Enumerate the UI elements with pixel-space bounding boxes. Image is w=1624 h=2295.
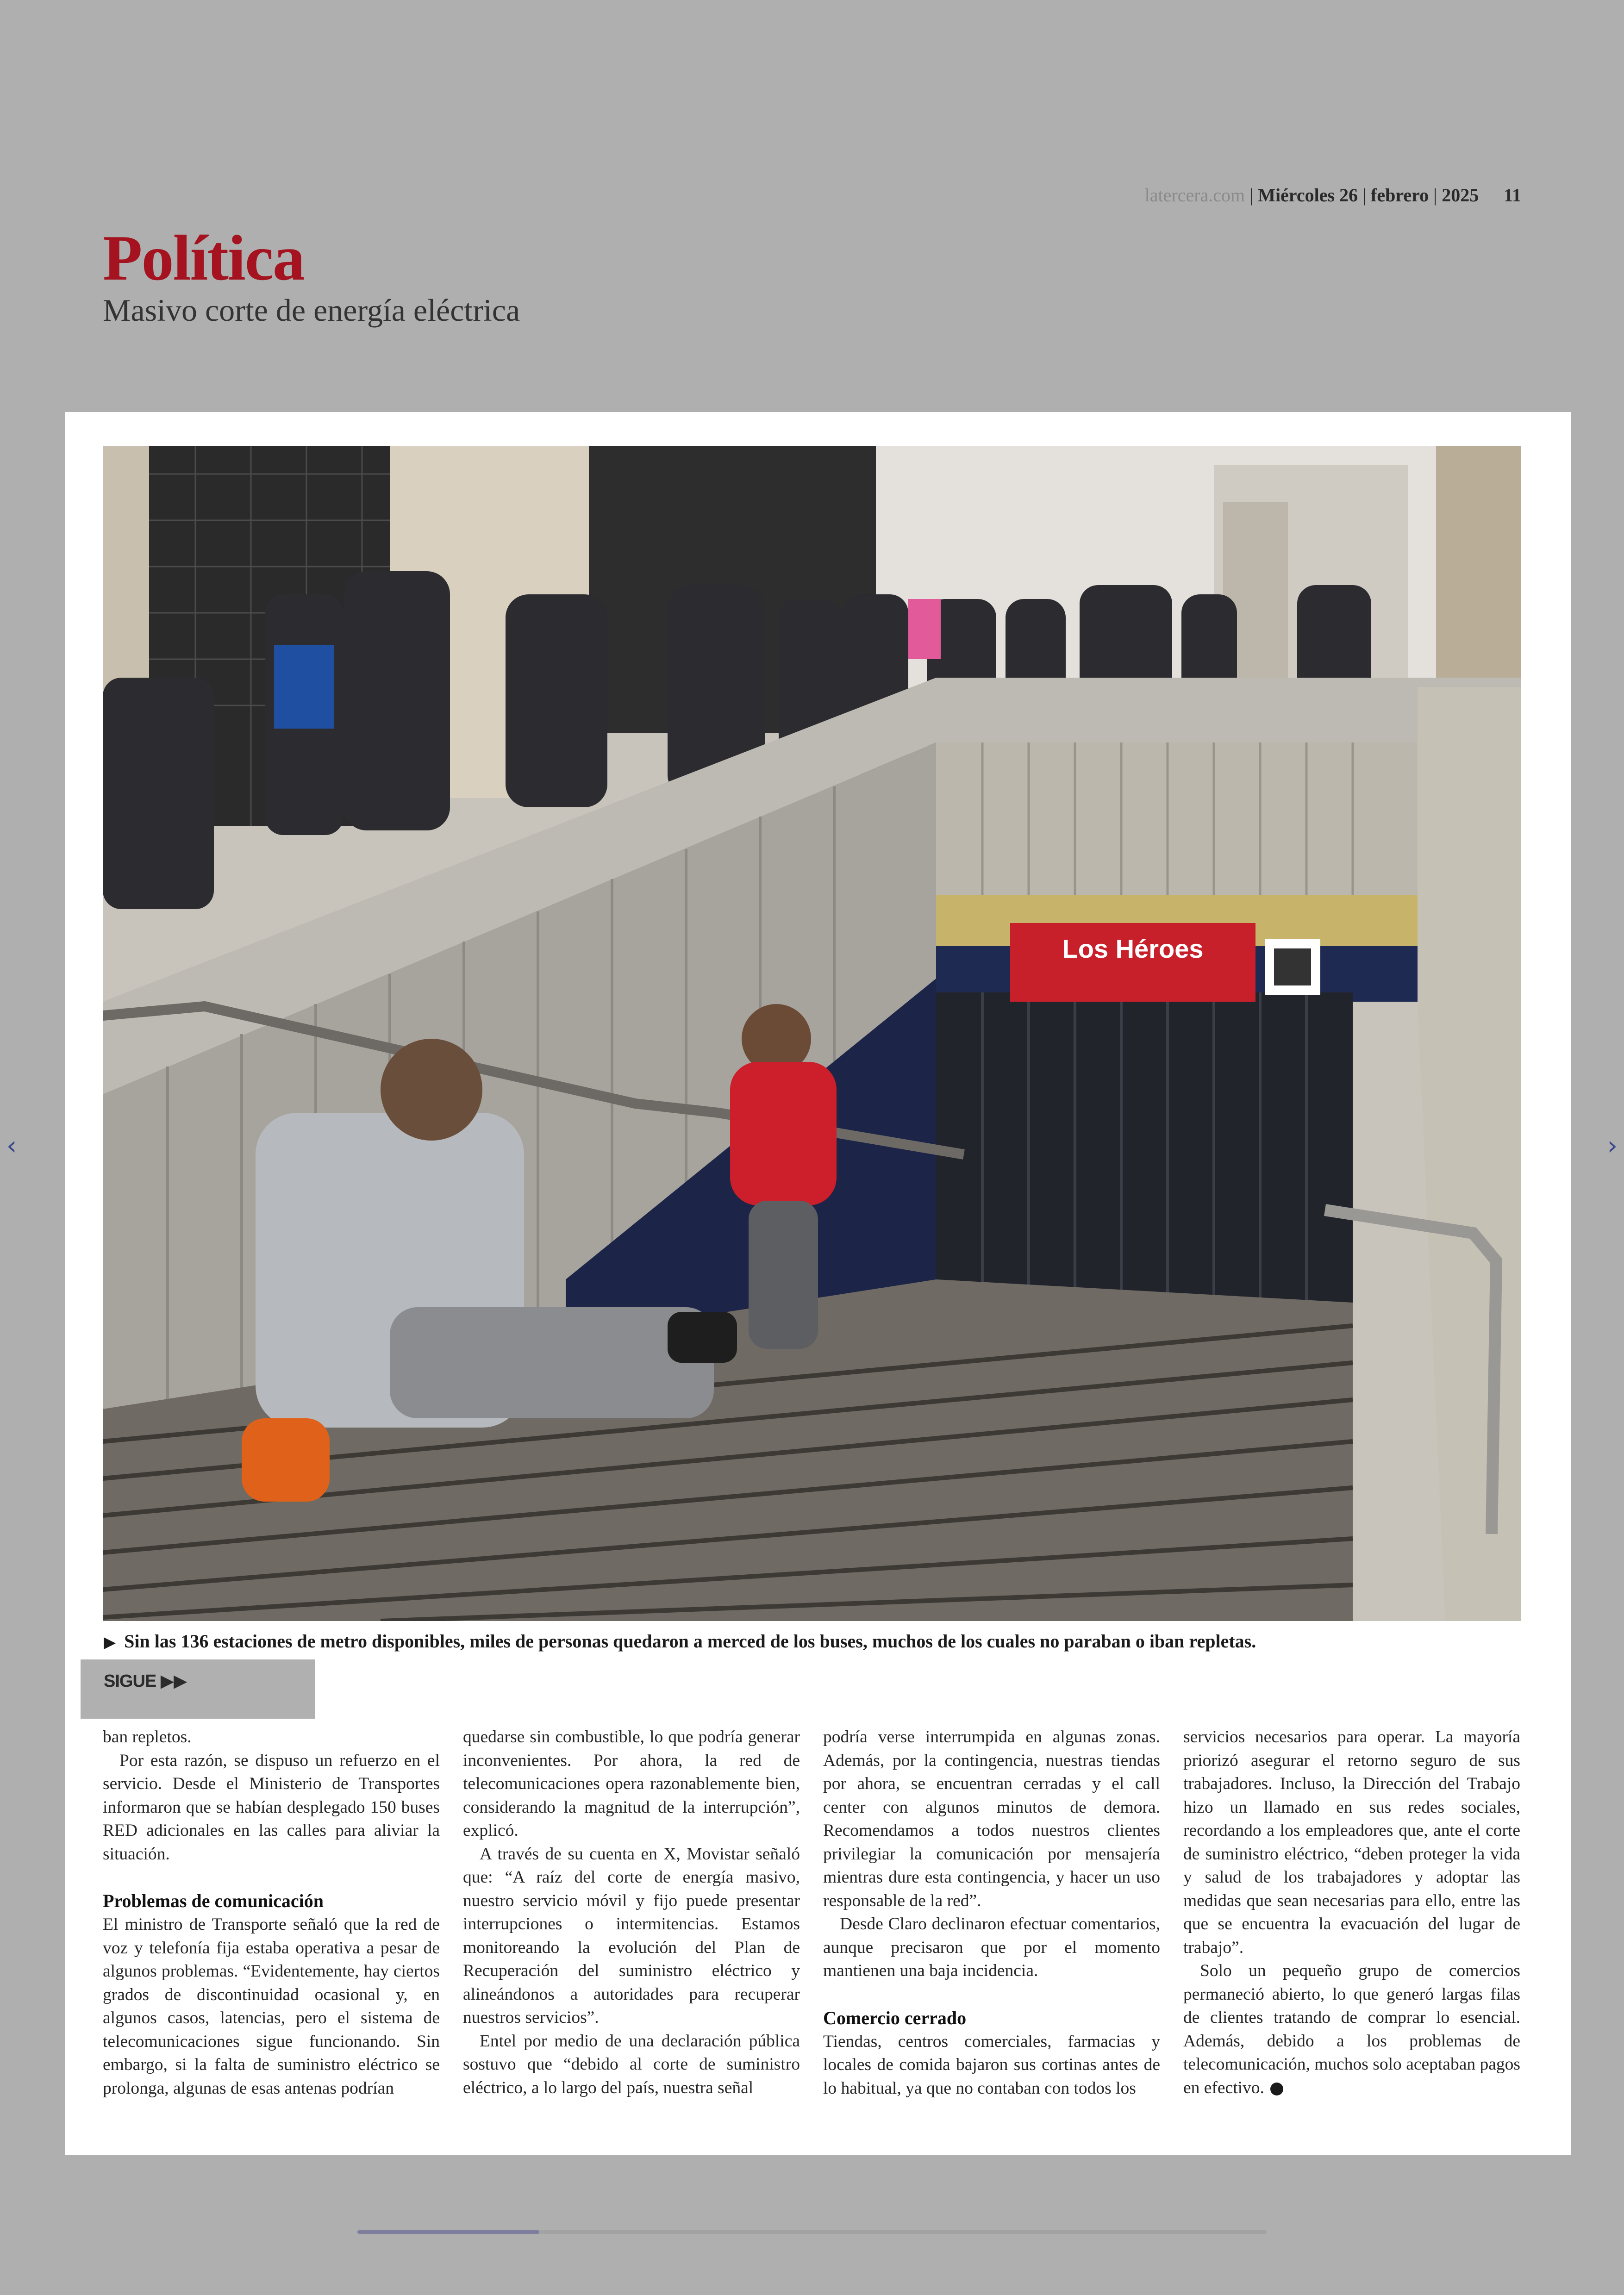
page-header [0,0,1624,407]
issue-line: latercera.com | Miércoles 26 | febrero | 2025 11 [1144,185,1521,206]
article-column-4 [1183,1726,1520,2100]
chevron-right-icon[interactable]: › [1607,1131,1618,1161]
page-sheet [65,412,1571,2155]
caption-text: Sin las 136 estaciones de metro disponibles, miles de personas quedaron a merced de los buses, muchos de los cuales no paraban o iban repletas. [124,1631,1256,1652]
issue-month: febrero [1371,185,1429,206]
article-column-1 [103,1726,440,2100]
station-sign-text: Los Héroes [1062,934,1204,963]
metro-entrance-photo [103,446,1521,1621]
subheading: Comercio cerrado [823,2007,967,2028]
paragraph: A través de su cuenta en X, Movistar señaló que: “A raíz del corte de energía masivo, nuestro servicio móvil y fijo puede presentar interrupciones o intermitencias. Estamos monitoreando la evolución del Plan de Recuperación del suministro eléctrico y alineándonos a autoridades para recuperar nuestros servicios”. [463,1844,800,2027]
paragraph: servicios necesarios para operar. La mayoría priorizó asegurar el retorno seguro de sus trabajadores. Incluso, la Dirección del Trabajo hizo un llamado en sus redes sociales, recordando a los empleadores que, ante el corte de suministro eléctrico, “deben proteger la vida y salud de los trabajadores y adoptar las medidas que sean necesarias para ello, entre las que se encuentra la evacuación del lugar de trabajo”. [1183,1727,1520,1957]
issue-date: Miércoles 26 [1258,185,1358,206]
paragraph: podría verse interrumpida en algunas zonas. Además, por la contingencia, nuestras tiendas por ahora, se encuentran cerradas y el call center con algunos minutos de demora. Recomendamos a todos nuestros clientes privilegiar la comunicación por mensajería mientras dure esta contingencia, y hacer un uso responsable de la red”. [823,1727,1160,1910]
paragraph-text: Solo un pequeño grupo de comercios permaneció abierto, lo que generó largas filas de clientes tratando de comprar lo esencial. Además, debido a los problemas de telecomunicación, muchos solo aceptaban pagos en efectivo. [1183,1961,1520,2097]
paragraph: ban repletos. [103,1727,192,1746]
page-progress-fill [357,2230,539,2234]
continues-label: SIGUE ▶▶ [81,1659,315,1719]
section-title: Política [103,222,304,294]
caption-play-icon: ▶ [104,1634,116,1651]
issue-year: 2025 [1442,185,1479,206]
paragraph: quedarse sin combustible, lo que podría generar inconvenientes. Por ahora, la red de telecomunicaciones opera razonablemente bien, considerando la magnitud de la interrupción”, explicó. [463,1727,800,1840]
paragraph: Por esta razón, se dispuso un refuerzo en el servicio. Desde el Ministerio de Transportes informaron que se habían desplegado 150 buses RED adicionales en las calles para aliviar la situación. [103,1751,440,1864]
article-column-2 [463,1726,800,2100]
page-progress-bar[interactable] [357,2230,1267,2234]
paragraph [1183,1959,1520,2100]
page-number: 11 [1504,185,1521,206]
paragraph: Desde Claro declinaron efectuar comentarios, aunque precisaron que por el momento mantienen una baja incidencia. [823,1915,1160,1980]
subheading: Problemas de comunicación [103,1890,324,1911]
chevron-left-icon[interactable]: ‹ [6,1131,17,1161]
photo-caption [104,1630,1520,1652]
paragraph: El ministro de Transporte señaló que la red de voz y telefonía fija estaba operativa a pesar de algunos problemas. “Evidentemente, hay ciertos grados de discontinuidad ocasional y, en algunos casos, latencias, pero el sistema de telecomunicaciones sigue funcionando. Sin embargo, si la falta de suministro eléctrico se prolonga, algunas de esas antenas podrían [103,1915,440,2098]
section-subtitle: Masivo corte de energía eléctrica [103,293,520,328]
paragraph: Tiendas, centros comerciales, farmacias y locales de comida bajaron sus cortinas antes de lo habitual, ya que no contaban con todos los [823,2032,1160,2098]
end-of-article-icon [1270,2083,1283,2095]
article-body [103,1726,1521,2105]
paragraph: Entel por medio de una declaración pública sostuvo que “debido al corte de suministro eléctrico, a lo largo del país, nuestra señal [463,2031,800,2097]
site-name: latercera.com [1144,185,1245,206]
article-column-3 [823,1726,1160,2100]
